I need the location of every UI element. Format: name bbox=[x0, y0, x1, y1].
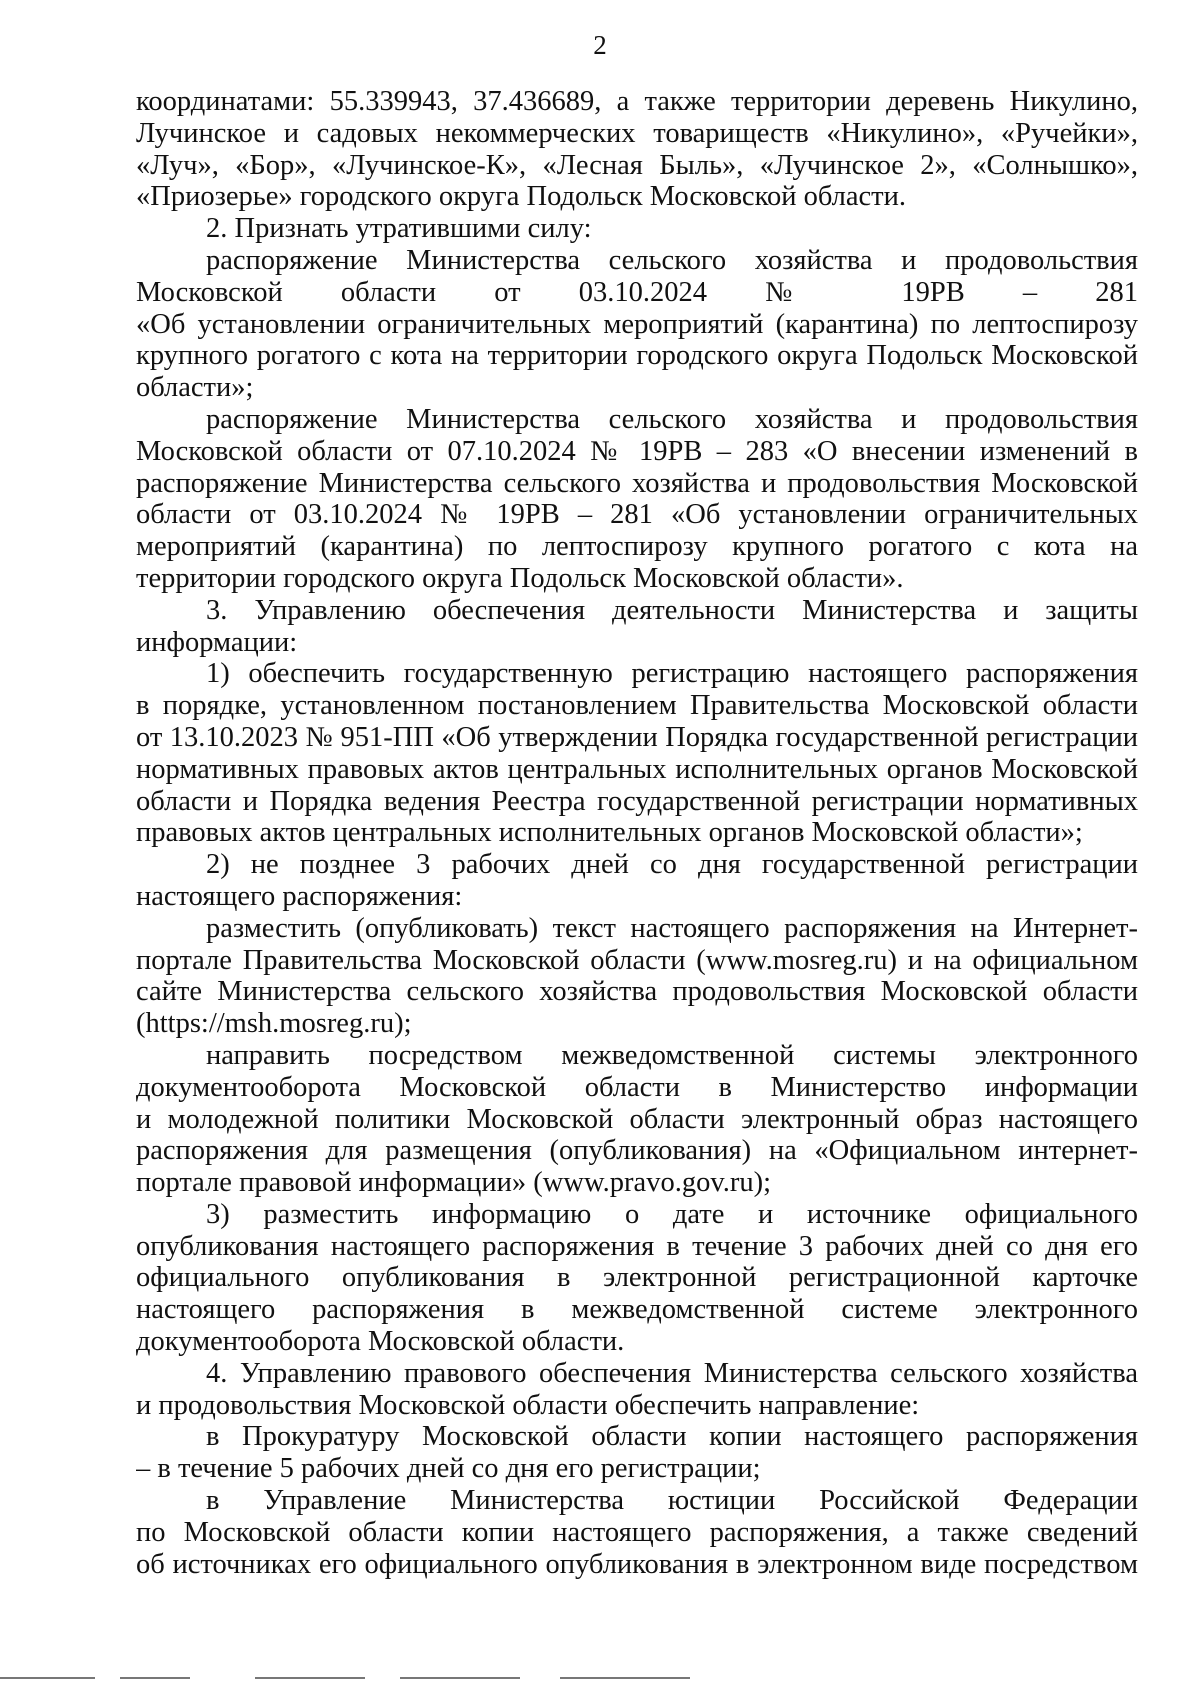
text-line: территории городского округа Подольск Московской области». bbox=[136, 562, 904, 594]
text-line: – в течение 5 рабочих дней со дня его регистрации; bbox=[136, 1453, 761, 1485]
text-line: в Прокуратуру Московской области копии настоящего распоряжения bbox=[206, 1421, 1138, 1453]
text-line: области»; bbox=[136, 372, 254, 404]
text-line: в Управление Министерства юстиции Российской Федерации bbox=[206, 1485, 1138, 1517]
text-line: распоряжение Министерства сельского хозяйства и продовольствия bbox=[206, 244, 1138, 276]
scan-mark bbox=[400, 1677, 520, 1679]
text-line: документооборота Московской области. bbox=[136, 1326, 625, 1358]
text-line: документооборота Московской области в Министерство информации bbox=[136, 1071, 1138, 1103]
page-number: 2 bbox=[593, 30, 607, 60]
text-line: разместить (опубликовать) текст настоящего распоряжения на Интернет- bbox=[206, 912, 1138, 944]
text-line: опубликования настоящего распоряжения в течение 3 рабочих дней со дня его bbox=[136, 1230, 1138, 1262]
text-line: и молодежной политики Московской области электронный образ настоящего bbox=[136, 1103, 1138, 1135]
text-line: распоряжение Министерства сельского хозяйства и продовольствия Московской bbox=[136, 467, 1138, 499]
text-line: направить посредством межведомственной системы электронного bbox=[206, 1039, 1138, 1071]
text-line: (https://msh.mosreg.ru); bbox=[136, 1008, 412, 1040]
text-line: 1) обеспечить государственную регистрацию настоящего распоряжения bbox=[206, 658, 1138, 690]
text-line: распоряжения для размещения (опубликования) на «Официальном интернет- bbox=[136, 1135, 1138, 1167]
text-line: об источниках его официального опубликования в электронном виде посредством bbox=[136, 1548, 1138, 1580]
text-line: информации: bbox=[136, 626, 298, 658]
text-line: «Луч», «Бор», «Лучинское-К», «Лесная Быль», «Лучинское 2», «Солнышко», bbox=[136, 149, 1138, 181]
text-line: от 13.10.2023 № 951-ПП «Об утверждении Порядка государственной регистрации bbox=[136, 721, 1138, 753]
text-line: портале правовой информации» (www.pravo.gov.ru); bbox=[136, 1167, 771, 1199]
text-line: «Об установлении ограничительных мероприятий (карантина) по лептоспирозу bbox=[136, 308, 1138, 340]
text-line: 4. Управлению правового обеспечения Министерства сельского хозяйства bbox=[206, 1357, 1138, 1389]
text-line: по Московской области копии настоящего распоряжения, а также сведений bbox=[136, 1516, 1138, 1548]
text-line: в порядке, установленном постановлением Правительства Московской области bbox=[136, 690, 1138, 722]
document-body bbox=[136, 86, 1138, 1580]
text-line: и продовольствия Московской области обеспечить направление: bbox=[136, 1389, 920, 1421]
text-line: распоряжение Министерства сельского хозяйства и продовольствия bbox=[206, 403, 1138, 435]
text-line: Московской области от 03.10.2024 № 19РВ – 281 bbox=[136, 276, 1138, 308]
text-line: 2. Признать утратившими силу: bbox=[206, 213, 592, 245]
scan-mark bbox=[255, 1677, 365, 1679]
scan-mark bbox=[0, 1677, 95, 1679]
text-line: Московской области от 07.10.2024 № 19РВ – 283 «О внесении изменений в bbox=[136, 435, 1138, 467]
text-line: 3) разместить информацию о дате и источнике официального bbox=[206, 1198, 1138, 1230]
text-line: «Приозерье» городского округа Подольск Московской области. bbox=[136, 181, 906, 213]
scan-mark bbox=[120, 1677, 190, 1679]
text-line: 3. Управлению обеспечения деятельности Министерства и защиты bbox=[206, 594, 1138, 626]
text-line: настоящего распоряжения: bbox=[136, 880, 463, 912]
text-line: нормативных правовых актов центральных исполнительных органов Московской bbox=[136, 753, 1138, 785]
text-line: крупного рогатого с кота на территории городского округа Подольск Московской bbox=[136, 340, 1138, 372]
text-line: официального опубликования в электронной регистрационной карточке bbox=[136, 1262, 1138, 1294]
text-line: настоящего распоряжения в межведомственной системе электронного bbox=[136, 1294, 1138, 1326]
text-line: правовых актов центральных исполнительных органов Московской области»; bbox=[136, 817, 1083, 849]
text-line: Лучинское и садовых некоммерческих товариществ «Никулино», «Ручейки», bbox=[136, 117, 1138, 149]
scan-mark bbox=[560, 1677, 690, 1679]
text-line: области и Порядка ведения Реестра государственной регистрации нормативных bbox=[136, 785, 1138, 817]
text-line: 2) не позднее 3 рабочих дней со дня государственной регистрации bbox=[206, 849, 1138, 881]
text-line: координатами: 55.339943, 37.436689, а также территории деревень Никулино, bbox=[136, 86, 1138, 117]
text-line: области от 03.10.2024 № 19РВ – 281 «Об установлении ограничительных bbox=[136, 499, 1138, 531]
text-line: мероприятий (карантина) по лептоспирозу крупного рогатого с кота на bbox=[136, 531, 1138, 563]
text-line: портале Правительства Московской области (www.mosreg.ru) и на официальном bbox=[136, 944, 1138, 976]
scan-artifacts bbox=[0, 1677, 1200, 1683]
text-line: сайте Министерства сельского хозяйства продовольствия Московской области bbox=[136, 976, 1138, 1008]
